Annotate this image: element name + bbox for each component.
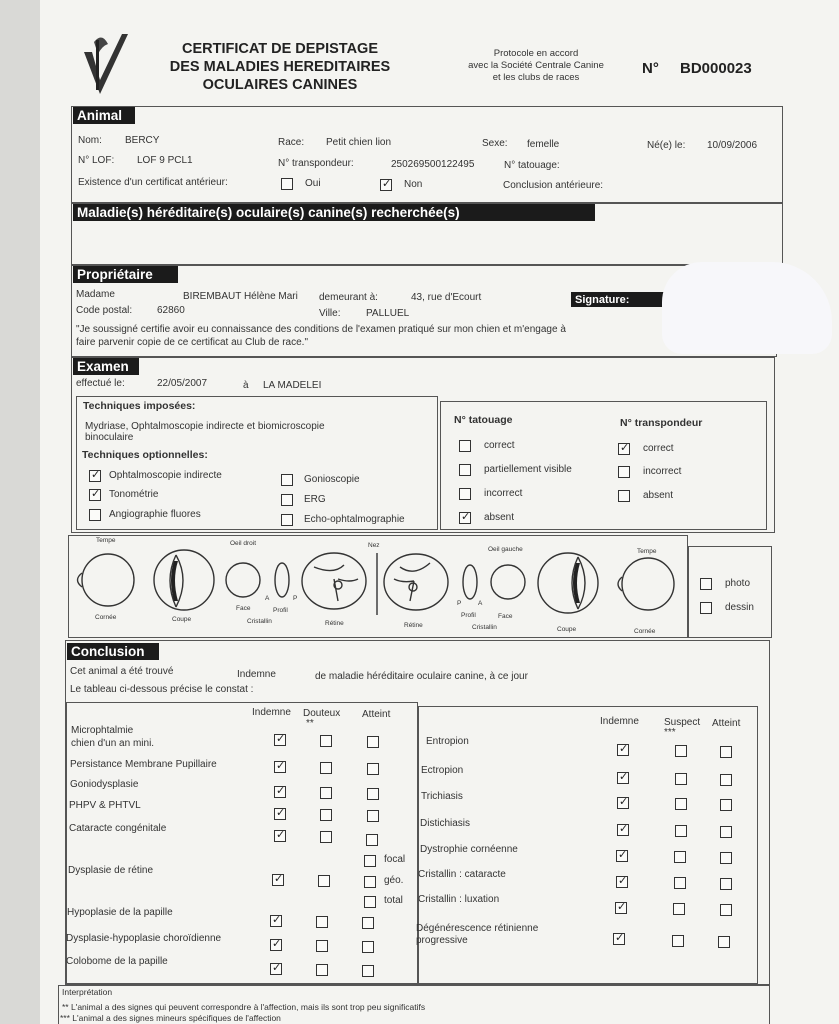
protocol-line1: Protocole en accord [493,48,579,59]
opt-angiographie-checkbox[interactable] [89,509,101,521]
tatouage-label: N° tatouage: [504,160,560,171]
existence-label: Existence d'un certificat antérieur: [78,177,228,188]
photo-label: photo [725,578,751,589]
dystrophie-suspect[interactable] [674,851,686,863]
dysplasie-focal-checkbox[interactable] [364,855,376,867]
opt-ophtalmoscopie-label: Ophtalmoscopie indirecte [109,470,222,481]
animal-heading: Animal [73,107,135,124]
title-line3: OCULAIRES CANINES [202,77,358,93]
cataracte-indemne[interactable] [274,830,286,842]
interpretation-line2: *** L'animal a des signes mineurs spécifiques de l'affection [60,1013,281,1023]
race-label: Race: [278,137,305,148]
sexe-value: femelle [527,139,560,150]
tempe-left-label: Tempe [96,537,116,544]
luxation-atteint[interactable] [720,904,732,916]
retine-left-label: Rétine [325,620,344,627]
title-line1: CERTIFICAT DE DEPISTAGE [181,41,379,57]
interpretation-line1: ** L'animal a des signes qui peuvent correspondre à l'affection, mais ils sont trop peu significatifs [62,1002,426,1012]
p-right-label: P [457,600,462,607]
distichiasis-atteint[interactable] [720,826,732,838]
microphtalmie-atteint[interactable] [367,736,379,748]
transp-absent-checkbox[interactable] [618,490,630,502]
persistance-indemne[interactable] [274,761,286,773]
owner-statement-2: faire parvenir copie de ce certificat au Club de race." [76,337,309,348]
row-microphtalmie: Microphtalmie [71,725,134,736]
row-persistance: Persistance Membrane Pupillaire [70,759,217,770]
persistance-douteux[interactable] [320,762,332,774]
opt-tonometrie-label: Tonométrie [109,489,159,500]
transp-incorrect-label: incorrect [643,466,682,477]
dystrophie-atteint[interactable] [720,852,732,864]
row-cristallin-luxation: Cristallin : luxation [418,894,500,905]
opt-tonometrie-checkbox[interactable] [89,489,101,501]
dysplasie-total-checkbox[interactable] [364,896,376,908]
coupe-right-label: Coupe [557,626,577,633]
row-colobome: Colobome de la papille [66,956,168,967]
cristallin-left-label: Cristallin [247,618,272,625]
tatouage-absent-checkbox[interactable] [459,512,471,524]
right-col-atteint: Atteint [712,718,741,729]
cristallin-cataracte-indemne[interactable] [616,876,628,888]
conclusion-line1-c: de maladie héréditaire oculaire canine, à ce jour [315,671,528,682]
ville-value: PALLUEL [366,308,410,319]
exam-date: 22/05/2007 [157,378,208,389]
colobome-indemne[interactable] [270,963,282,975]
oeil-droit-label: Oeil droit [230,540,257,547]
conclusion-anterieure-label: Conclusion antérieure: [503,180,604,191]
interpretation-heading: Interprétation [62,987,113,997]
row-degenerescence-2: progressive [416,935,468,946]
oeil-gauche-label: Oeil gauche [488,546,523,553]
profil-right-label: Profil [461,612,476,619]
retine-right-label: Rétine [404,622,423,629]
colobome-douteux[interactable] [316,964,328,976]
proprietaire-heading: Propriétaire [73,266,178,283]
trichiasis-suspect[interactable] [675,798,687,810]
lof-value: LOF 9 PCL1 [137,155,193,166]
opt-echo-checkbox[interactable] [281,514,293,526]
degenerescence-indemne[interactable] [613,933,625,945]
opt-erg-label: ERG [304,494,326,505]
certificate-number: BD000023 [680,60,752,77]
hypoplasie-douteux[interactable] [316,916,328,928]
tatouage-correct-label: correct [484,440,515,451]
entropion-atteint[interactable] [720,746,732,758]
profil-left-label: Profil [273,607,288,614]
distichiasis-suspect[interactable] [675,825,687,837]
exam-place: LA MADELEI [263,380,322,391]
row-ectropion: Ectropion [421,765,464,776]
cataracte-atteint[interactable] [366,834,378,846]
row-degenerescence: Dégénérescence rétinienne [416,923,539,934]
left-col-indemne: Indemne [252,707,291,718]
opt-ophtalmoscopie-checkbox[interactable] [89,470,101,482]
a-left-label: A [265,595,270,602]
tatouage-incorrect-checkbox[interactable] [459,488,471,500]
row-entropion: Entropion [426,736,469,747]
conclusion-heading: Conclusion [67,643,159,660]
goniodysplasie-indemne[interactable] [274,786,286,798]
owner-statement-1: "Je soussigné certifie avoir eu connaissance des conditions de l'examen pratiqué sur mon chien et m'engage à [76,324,566,335]
birthdate-label: Né(e) le: [647,140,686,151]
opt-angiographie-label: Angiographie fluores [109,509,201,520]
luxation-suspect[interactable] [673,903,685,915]
total-label: total [384,895,403,906]
conclusion-verdict: Indemne [237,669,276,680]
cataracte-douteux[interactable] [320,831,332,843]
choroidienne-atteint[interactable] [362,941,374,953]
cristallin-cataracte-suspect[interactable] [674,877,686,889]
dystrophie-indemne[interactable] [616,850,628,862]
tech-imposees-label: Techniques imposées: [83,400,196,412]
title-line2: DES MALADIES HEREDITAIRES [169,59,391,75]
choroidienne-douteux[interactable] [316,940,328,952]
hypoplasie-atteint[interactable] [362,917,374,929]
row-hypoplasie: Hypoplasie de la papille [67,907,173,918]
cornee-right-label: Cornée [634,628,656,635]
entropion-suspect[interactable] [675,745,687,757]
oui-label: Oui [305,178,321,189]
row-dystrophie: Dystrophie cornéenne [420,844,518,855]
signature-label: Signature: [571,292,683,307]
face-right-label: Face [498,613,513,620]
goniodysplasie-douteux[interactable] [320,787,332,799]
row-trichiasis: Trichiasis [421,791,463,802]
row-dysplasie-choroidienne: Dysplasie-hypoplasie choroïdienne [66,933,222,944]
a-right-label: A [478,600,483,607]
p-left-label: P [293,595,298,602]
photo-checkbox[interactable] [700,578,712,590]
race-value: Petit chien lion [326,137,392,148]
ectropion-indemne[interactable] [617,772,629,784]
goniodysplasie-atteint[interactable] [367,788,379,800]
phpv-atteint[interactable] [367,810,379,822]
nom-label: Nom: [78,135,102,146]
persistance-atteint[interactable] [367,763,379,775]
transpondeur-label: N° transpondeur: [278,158,354,169]
conclusion-line1-a: Cet animal a été trouvé [70,666,174,677]
focal-label: focal [384,854,406,865]
cp-label: Code postal: [76,305,133,316]
transp-incorrect-checkbox[interactable] [618,466,630,478]
lof-label: N° LOF: [78,155,115,166]
logo-icon [78,30,134,98]
transpondeur-heading: N° transpondeur [620,417,703,429]
signature-area[interactable] [662,262,832,354]
non-label: Non [404,179,423,190]
transp-absent-label: absent [643,490,674,501]
degenerescence-suspect[interactable] [672,935,684,947]
trichiasis-indemne[interactable] [617,797,629,809]
examen-heading: Examen [73,358,139,375]
opt-gonioscopie-checkbox[interactable] [281,474,293,486]
a-label: à [243,380,249,391]
tech-imposees-text-2: binoculaire [85,432,134,443]
coupe-left-label: Coupe [172,616,192,623]
transp-correct-label: correct [643,443,674,454]
media-box [688,546,772,638]
transpondeur-value: 250269500122495 [391,159,475,170]
ectropion-atteint[interactable] [720,774,732,786]
microphtalmie-indemne[interactable] [274,734,286,746]
right-col-suspect: Suspect [664,717,701,728]
sexe-label: Sexe: [482,138,508,149]
tatouage-incorrect-label: incorrect [484,488,523,499]
phpv-indemne[interactable] [274,808,286,820]
oui-checkbox[interactable] [281,178,293,190]
cp-value: 62860 [157,305,185,316]
tatouage-partiel-label: partiellement visible [484,464,572,475]
left-col-douteux-mark: ** [306,718,314,729]
row-dysplasie-retine: Dysplasie de rétine [68,865,154,876]
protocol-line2: avec la Société Centrale Canine [468,60,604,71]
colobome-atteint[interactable] [362,965,374,977]
tatouage-absent-label: absent [484,512,515,523]
civilite: Madame [76,289,115,300]
eye-diagram-icon [68,535,688,638]
nez-label: Nez [368,542,380,549]
ectropion-suspect[interactable] [675,773,687,785]
maladies-heading: Maladie(s) héréditaire(s) oculaire(s) canine(s) recherchée(s) [73,204,595,221]
nom-value: BERCY [125,135,160,146]
birthdate-value: 10/09/2006 [707,140,758,151]
dysplasie-indemne[interactable] [272,874,284,886]
right-col-indemne: Indemne [600,716,639,727]
owner-address: 43, rue d'Ecourt [411,292,482,303]
dessin-label: dessin [725,602,754,613]
distichiasis-indemne[interactable] [617,824,629,836]
left-col-douteux: Douteux [303,708,341,719]
cornee-left-label: Cornée [95,614,117,621]
tatouage-partiel-checkbox[interactable] [459,464,471,476]
demeurant-label: demeurant à: [319,292,378,303]
dessin-checkbox[interactable] [700,602,712,614]
ville-label: Ville: [319,308,341,319]
degenerescence-atteint[interactable] [718,936,730,948]
transp-correct-checkbox[interactable] [618,443,630,455]
luxation-indemne[interactable] [615,902,627,914]
row-cataracte: Cataracte congénitale [69,823,167,834]
tempe-right-label: Tempe [637,548,657,555]
cristallin-cataracte-atteint[interactable] [720,878,732,890]
cristallin-right-label: Cristallin [472,624,497,631]
opt-erg-checkbox[interactable] [281,494,293,506]
tech-imposees-text-1: Mydriase, Ophtalmoscopie indirecte et biomicroscopie [85,421,325,432]
tatouage-heading: N° tatouage [454,414,513,426]
tatouage-correct-checkbox[interactable] [459,440,471,452]
geo-label: géo. [384,875,404,886]
right-col-suspect-mark: *** [664,727,676,738]
opt-echo-label: Echo-ophtalmographie [304,514,405,525]
owner-name: BIREMBAUT Hélène Mari [183,291,298,302]
trichiasis-atteint[interactable] [720,799,732,811]
choroidienne-indemne[interactable] [270,939,282,951]
effectue-label: effectué le: [76,378,125,389]
protocol-line3: et les clubs de races [492,72,580,83]
phpv-douteux[interactable] [320,809,332,821]
conclusion-line2: Le tableau ci-dessous précise le constat : [70,684,254,695]
left-col-atteint: Atteint [362,709,391,720]
microphtalmie-douteux[interactable] [320,735,332,747]
entropion-indemne[interactable] [617,744,629,756]
row-microphtalmie-note: chien d'un an mini. [71,738,155,749]
hypoplasie-indemne[interactable] [270,915,282,927]
certificate-number-label: N° [642,60,659,77]
non-checkbox[interactable] [380,179,392,191]
opt-gonioscopie-label: Gonioscopie [304,474,360,485]
row-goniodysplasie: Goniodysplasie [70,779,139,790]
face-left-label: Face [236,605,251,612]
row-distichiasis: Distichiasis [420,818,471,829]
row-phpv: PHPV & PHTVL [69,800,141,811]
tech-optionnelles-label: Techniques optionnelles: [82,449,208,461]
row-cristallin-cataracte: Cristallin : cataracte [418,869,506,880]
dysplasie-geo-checkbox[interactable] [364,876,376,888]
dysplasie-douteux[interactable] [318,875,330,887]
